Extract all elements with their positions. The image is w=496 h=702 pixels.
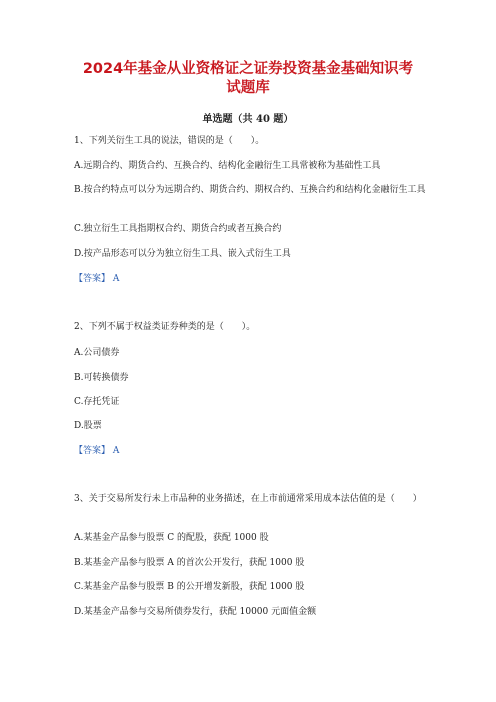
q3-option-b: B.某基金产品参与股票 A 的首次公开发行，获配 1000 股 — [74, 558, 305, 568]
title-line-2: 试题库 — [226, 80, 270, 96]
question-3-stem: 3、关于交易所发行未上市品种的业务描述，在上市前通常采用成本法估值的是（ ） — [74, 494, 422, 504]
question-1-stem: 1、下列关衍生工具的说法，错误的是（ ）。 — [74, 136, 265, 146]
section-heading: 单选题（共 40 题） — [202, 114, 294, 125]
q3-option-c: C.某基金产品参与股票 B 的公开增发新股，获配 1000 股 — [74, 582, 305, 592]
question-2-stem: 2、下列不属于权益类证券种类的是（ ）。 — [74, 322, 256, 332]
title-line-1: 2024年基金从业资格证之证券投资基金基础知识考 — [82, 61, 414, 77]
q2-option-a: A.公司债券 — [74, 348, 120, 358]
q1-answer: 【答案】 A — [74, 274, 120, 284]
q2-option-c: C.存托凭证 — [74, 397, 120, 407]
q3-option-a: A.某基金产品参与股票 C 的配股，获配 1000 股 — [74, 533, 269, 543]
q1-option-a: A.远期合约、期货合约、互换合约、结构化金融衍生工具常被称为基础性工具 — [74, 161, 381, 171]
q1-option-b: B.按合约特点可以分为远期合约、期货合约、期权合约、互换合约和结构化金融衍生工具 — [74, 185, 426, 195]
q1-option-c: C.独立衍生工具指期权合约、期货合约或者互换合约 — [74, 224, 282, 234]
q2-option-d: D.股票 — [74, 421, 102, 431]
q1-option-d: D.按产品形态可以分为独立衍生工具、嵌入式衍生工具 — [74, 249, 291, 259]
q2-option-b: B.可转换债券 — [74, 373, 129, 383]
document-title — [60, 60, 436, 98]
q2-answer: 【答案】 A — [74, 446, 120, 456]
q3-option-d: D.某基金产品参与交易所债券发行，获配 10000 元面值金额 — [74, 607, 317, 617]
